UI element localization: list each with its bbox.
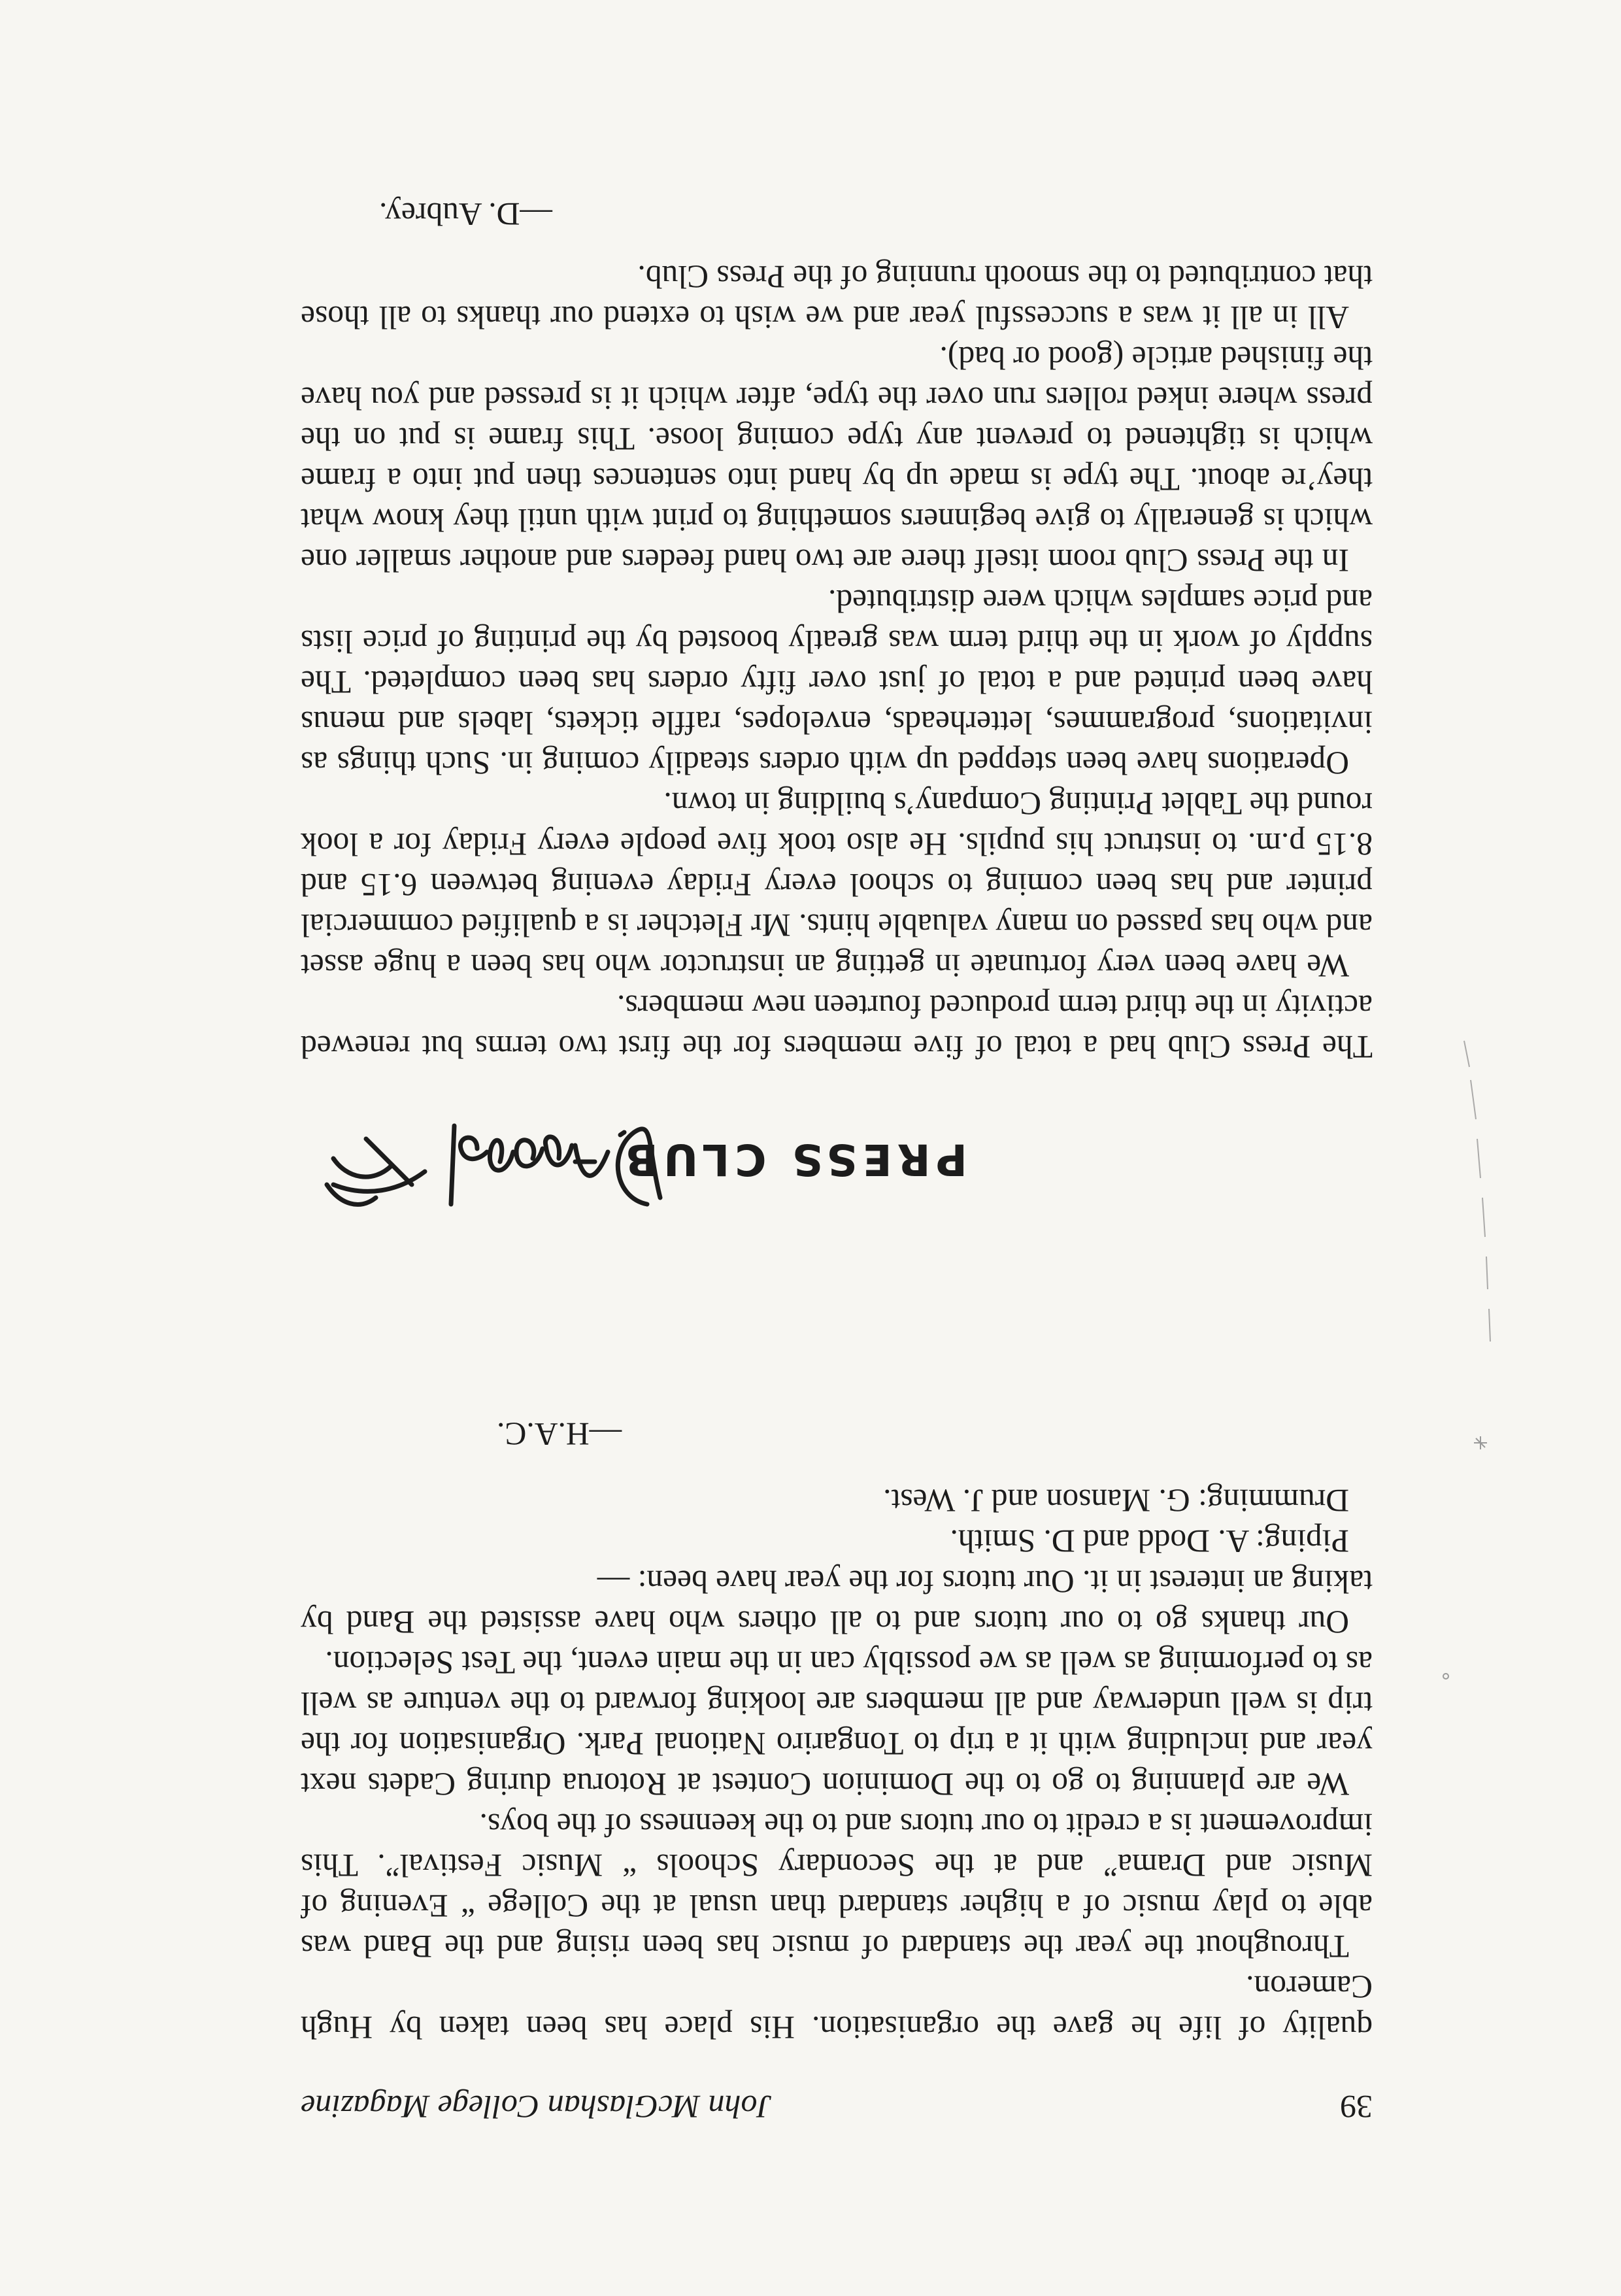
press-paragraph: We have been very fortunate in getting an instructor who has been a huge asset and who has passed on many valuable hints. Mr Fletcher is a qualified commercial printer and has been coming to school every Friday evening between 6.15 and 8.15 p.m. to instruct his pupils. He also took five people every Friday for a look round the Tablet Printing Company’s building in town. bbox=[301, 786, 1373, 984]
handwritten-signature bbox=[307, 1100, 673, 1224]
press-paragraph: In the Press Club room itself there are two hand feeders and another smaller one which is generally to give beginners something to print with until they know what they’re about. The type is made up by hand into sentences then put into a frame which is tightened to prevent any type coming loose. This frame is put on the press where inked rollers run over the type, after which it is pressed and you have the finished article (good or bad). bbox=[301, 340, 1373, 579]
press-club-article bbox=[301, 194, 1373, 1067]
page-number: 39 bbox=[1340, 2089, 1373, 2125]
scan-speck bbox=[1441, 1671, 1451, 1681]
band-paragraph: Throughout the year the standard of music has been rising and the Band was able to play music of a higher standard than usual at the College “ Evening of Music and Drama” and at the Secondary Schools “ Music Festival”. This improvement is a credit to our tutors and to the keenness of the boys. bbox=[301, 1807, 1373, 1965]
press-paragraph: Operations have been stepped up with orders steadily coming in. Such things as invitations, programmes, letterheads, envelopes, raffle tickets, labels and menus have been printed and a total of just over fifty orders has been completed. The supply of work in the third term was greatly boosted by the printing of price lists and price samples which were distributed. bbox=[301, 583, 1373, 781]
tutor-line: Piping: A. Dodd and D. Smith. bbox=[950, 1523, 1349, 1559]
band-paragraph: We are planning to go to the Dominion Contest at Rotorua during Cadets next year and including with it a trip to Tongariro National Park. Organisation for the trip is well underway and all members are looking forward to the venture as well as to performing as well as we possibly can in the main event, the Test Selection. bbox=[301, 1645, 1373, 1802]
band-article bbox=[301, 1413, 1373, 2048]
tutor-line: Drumming: G. Manson and J. West. bbox=[883, 1483, 1349, 1519]
scan-speck bbox=[1471, 1433, 1490, 1453]
band-signature: —H.A.C. bbox=[497, 1416, 622, 1452]
press-paragraph: The Press Club had a total of five members for the first two terms but renewed activity in the third term produced fourteen new members. bbox=[301, 988, 1373, 1065]
scan-artifact-marks bbox=[1438, 1034, 1516, 1348]
press-club-heading: PRESS CLUB bbox=[620, 1134, 967, 1185]
band-paragraph: quality of life he gave the organisation. His place has been taken by Hugh Cameron. bbox=[301, 1969, 1373, 2046]
press-signature: —D. Aubrey. bbox=[379, 196, 552, 232]
band-paragraph: Our thanks go to our tutors and to all others who have assisted the Band by taking an interest in it. Our tutors for the year have been: — bbox=[301, 1564, 1373, 1640]
press-paragraph: All in all it was a successful year and we wish to extend our thanks to all those that contributed to the smooth running of the Press Club. bbox=[301, 259, 1373, 335]
magazine-title: John McGlashan College Magazine bbox=[301, 2089, 772, 2125]
